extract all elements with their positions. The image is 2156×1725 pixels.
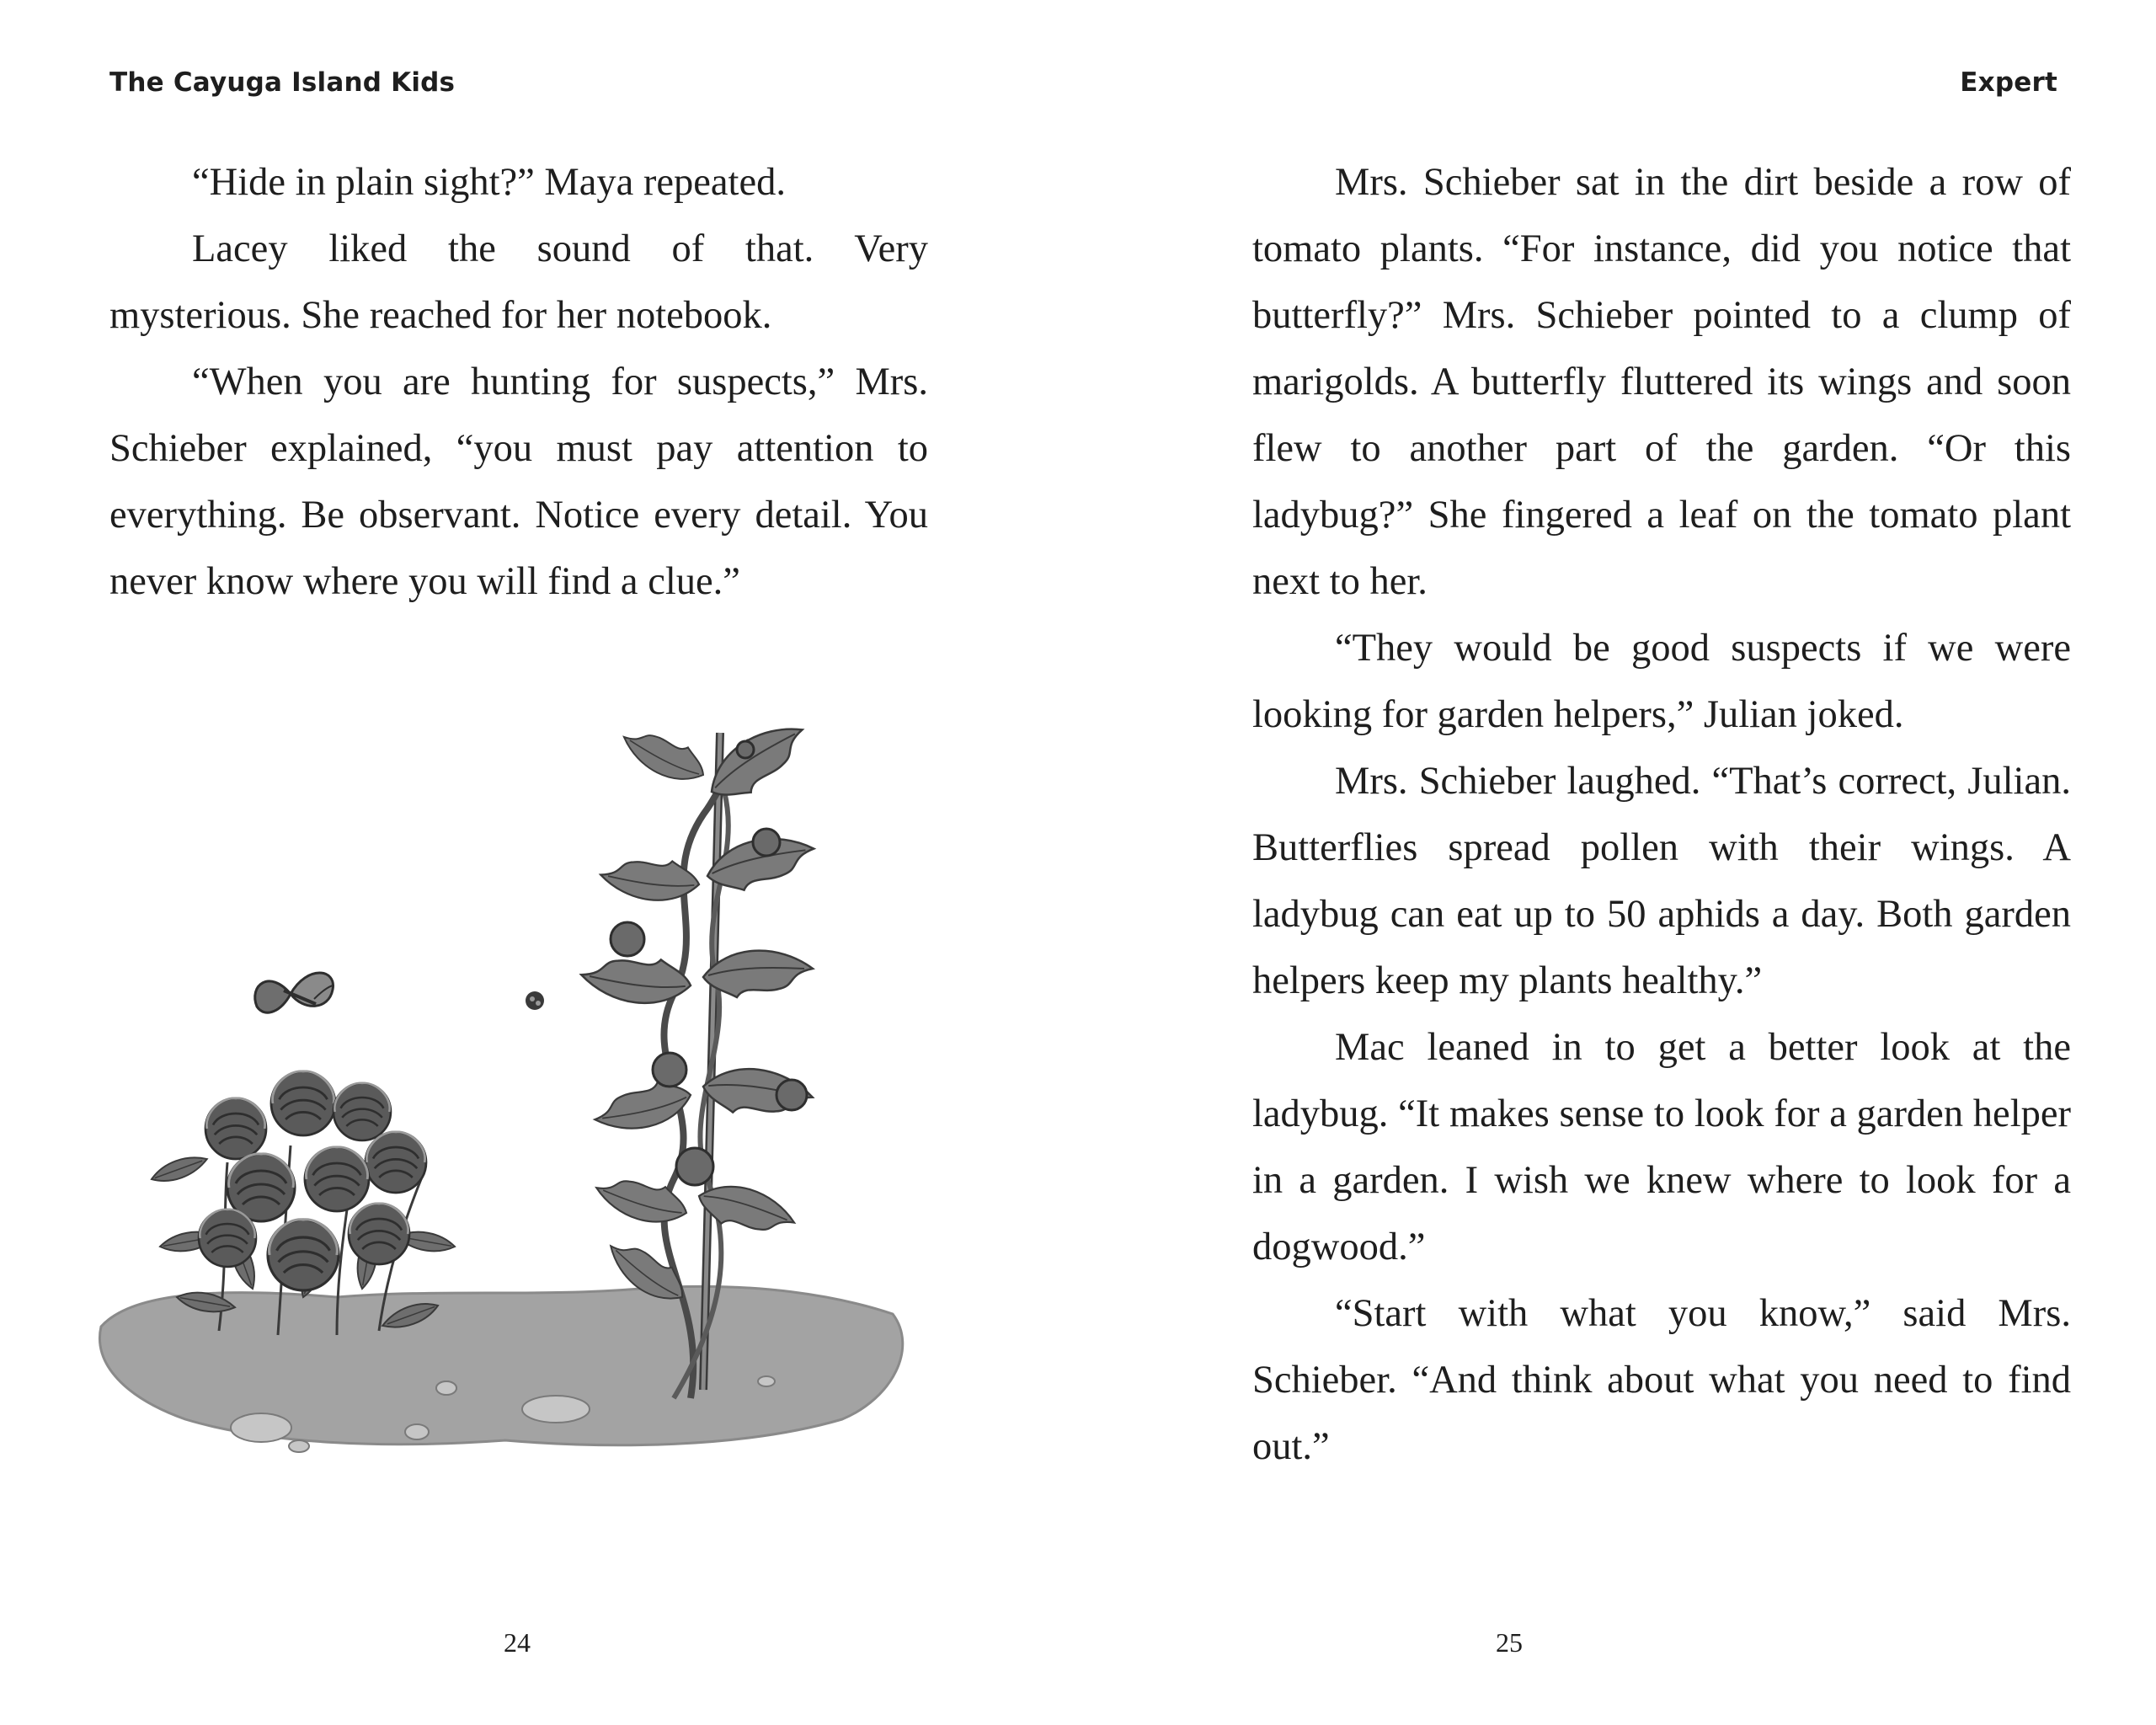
page-number-right: 25 <box>1496 1627 1523 1658</box>
paragraph: Lacey liked the sound of that. Very mysterious. She reached for her notebook. <box>109 227 928 337</box>
paragraph: “When you are hunting for suspects,” Mrs. Schieber explained, “you must pay attention to everything. Be observant. Notice every detail. You never know where you will find a clue.” <box>109 360 928 603</box>
paragraph: Mrs. Schieber laughed. “That’s correct, Julian. Butterflies spread pollen with their wings. A ladybug can eat up to 50 aphids a day. Both garden helpers keep my plants healthy.” <box>1252 760 2071 1002</box>
paragraph: Mac leaned in to get a better look at the ladybug. “It makes sense to look for a garden helper in a garden. I wish we knew where to look for a dogwood.” <box>1252 1026 2071 1268</box>
paragraph: “They would be good suspects if we were looking for garden helpers,” Julian joked. <box>1252 627 2071 736</box>
paragraph: “Hide in plain sight?” Maya repeated. <box>192 161 786 204</box>
body-text-right <box>1252 149 2071 1480</box>
body-text-left <box>109 149 928 615</box>
paragraph: “Start with what you know,” said Mrs. Schieber. “And think about what you need to find out.” <box>1252 1292 2071 1468</box>
page-number-left: 24 <box>504 1627 531 1658</box>
running-head-right: Expert <box>1960 67 2057 98</box>
running-head-left: The Cayuga Island Kids <box>109 67 456 98</box>
ladybug-icon <box>526 991 544 1010</box>
paragraph: Mrs. Schieber sat in the dirt beside a row of tomato plants. “For instance, did you notice that butterfly?” Mrs. Schieber pointed to a clump of marigolds. A butterfly fluttered its wings and soon flew to another part of the garden. “Or this ladybug?” She fingered a leaf on the tomato plant next to her. <box>1252 161 2071 603</box>
right-page <box>1078 0 2156 1725</box>
garden-illustration <box>84 708 960 1499</box>
butterfly-icon <box>255 973 334 1012</box>
